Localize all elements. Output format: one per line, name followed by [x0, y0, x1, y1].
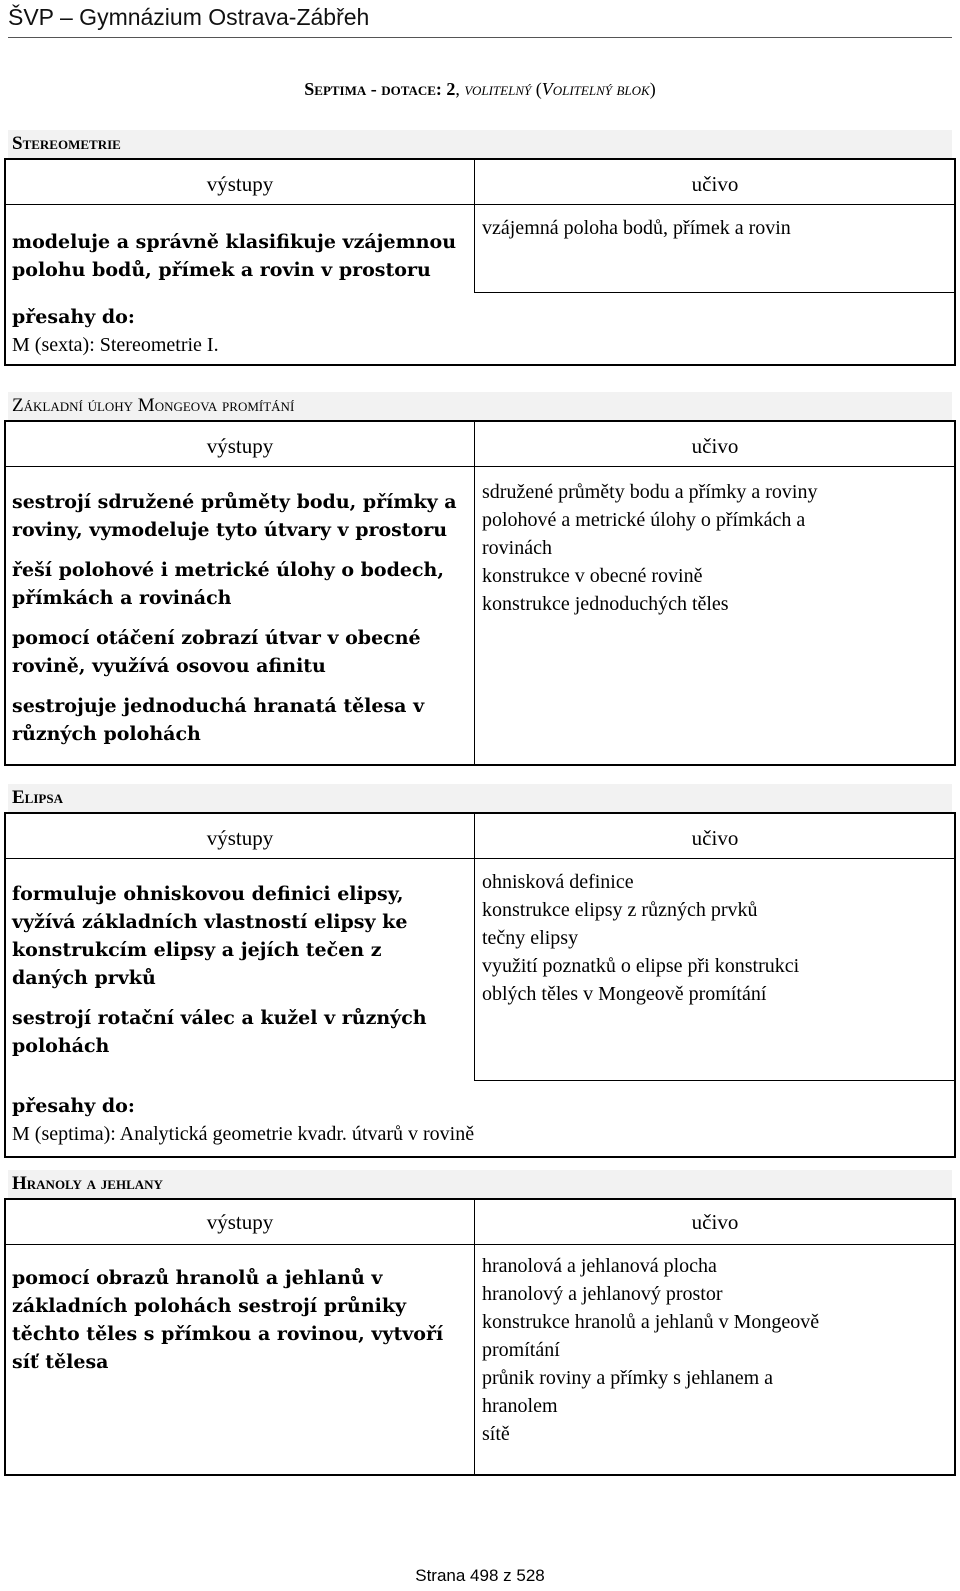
- content-item: konstrukce elipsy z různých prvků: [482, 899, 758, 921]
- col-header-content: učivo: [691, 826, 739, 850]
- content-list: [482, 868, 952, 1008]
- column-divider: [474, 814, 475, 1080]
- output-item: sestrojí sdružené průměty bodu, přímky a roviny, vymodeluje tyto útvary v prostoru: [12, 491, 457, 541]
- page-number: Strana 498 z 528: [415, 1566, 545, 1585]
- col-header-outputs: výstupy: [206, 434, 274, 458]
- overlap-block: [12, 1092, 474, 1148]
- outputs-list: [12, 488, 462, 760]
- overlap-value: M (septima): Analytická geometrie kvadr. útvarů v rovině: [12, 1123, 475, 1145]
- header-row-divider: [6, 204, 954, 205]
- output-item: formuluje ohniskovou definici elipsy, vyžívá základních vlastností elipsy ke konstrukcím elipsy a jejích tečen z daných prvků: [12, 883, 408, 989]
- content-item: konstrukce v obecné rovině: [482, 565, 703, 587]
- overlap-label: přesahy do:: [12, 1095, 135, 1117]
- output-item: sestrojí rotační válec a kužel v různých polohách: [12, 1007, 427, 1057]
- section-title-stereometrie: Stereometrie: [8, 130, 952, 158]
- content-item: hranolová a jehlanová plocha: [482, 1255, 717, 1277]
- section-title-hranoly: Hranoly a jehlany: [8, 1170, 952, 1198]
- content-item: sdružené průměty bodu a přímky a roviny: [482, 481, 818, 503]
- subtitle-paren-open: (: [531, 79, 542, 99]
- output-item: řeší polohové i metrické úlohy o bodech, přímkách a rovinách: [12, 559, 444, 609]
- content-item: promítání: [482, 1339, 560, 1361]
- col-header-outputs: výstupy: [206, 172, 274, 196]
- content-item: hranolový a jehlanový prostor: [482, 1283, 723, 1305]
- outputs-list: [12, 1264, 462, 1388]
- subtitle-hours: 2: [446, 79, 456, 99]
- section-title-monge: Základní úlohy Mongeova promítání: [8, 392, 952, 420]
- output-item: pomocí obrazů hranolů a jehlanů v základních polohách sestrojí průniky těchto těles s přímkou a rovinou, vytvoří síť tělesa: [12, 1267, 444, 1373]
- content-item: rovinách: [482, 537, 552, 559]
- output-item: modeluje a správně klasifikuje vzájemnou polohu bodů, přímek a rovin v prostoru: [12, 231, 457, 281]
- column-divider: [474, 1200, 475, 1474]
- overlap-value: M (sexta): Stereometrie I.: [12, 334, 219, 356]
- header-row-divider: [6, 858, 954, 859]
- overlap-block: [12, 303, 219, 359]
- column-divider: [474, 422, 475, 764]
- output-item: sestrojuje jednoduchá hranatá tělesa v různých polohách: [12, 695, 425, 745]
- content-item: průnik roviny a přímky s jehlanem a: [482, 1367, 774, 1389]
- table-monge: [4, 420, 956, 766]
- col-header-content: učivo: [691, 1210, 739, 1234]
- document-header-title: ŠVP – Gymnázium Ostrava-Zábřeh: [8, 4, 370, 30]
- header-row-divider: [6, 466, 954, 467]
- subtitle-paren-close: ): [649, 79, 656, 99]
- header-row-divider: [6, 1244, 954, 1245]
- content-item: sítě: [482, 1423, 510, 1445]
- content-item: tečny elipsy: [482, 927, 579, 949]
- col-header-content: učivo: [691, 434, 739, 458]
- col-header-outputs: výstupy: [206, 1210, 274, 1234]
- subtitle-type: volitelný: [464, 79, 532, 99]
- content-bottom-divider: [474, 292, 954, 293]
- table-elipsa: [4, 812, 956, 1158]
- content-bottom-divider: [474, 1080, 954, 1081]
- table-stereometrie: [4, 158, 956, 366]
- content-list: [482, 214, 952, 242]
- outputs-list: [12, 880, 462, 1072]
- content-item: oblých těles v Mongeově promítání: [482, 983, 767, 1005]
- content-item: konstrukce hranolů a jehlanů v Mongeově: [482, 1311, 820, 1333]
- content-list: [482, 1252, 952, 1448]
- subtitle-comma: ,: [455, 79, 465, 99]
- overlap-label: přesahy do:: [12, 306, 135, 328]
- content-item: hranolem: [482, 1395, 558, 1417]
- subtitle-prefix: Septima - dotace:: [304, 79, 447, 99]
- column-divider: [474, 160, 475, 292]
- section-title-elipsa: Elipsa: [8, 784, 952, 812]
- grade-subtitle: [0, 79, 960, 100]
- content-item: vzájemná poloha bodů, přímek a rovin: [482, 217, 791, 239]
- content-item: využití poznatků o elipse při konstrukci: [482, 955, 800, 977]
- content-item: konstrukce jednoduchých těles: [482, 593, 729, 615]
- header-divider: [8, 37, 952, 38]
- subtitle-block: Volitelný blok: [541, 79, 650, 99]
- content-list: [482, 478, 952, 618]
- table-hranoly: [4, 1198, 956, 1476]
- outputs-list: [12, 228, 462, 296]
- col-header-outputs: výstupy: [206, 826, 274, 850]
- output-item: pomocí otáčení zobrazí útvar v obecné rovině, využívá osovou afinitu: [12, 627, 421, 677]
- content-item: polohové a metrické úlohy o přímkách a: [482, 509, 806, 531]
- content-item: ohnisková definice: [482, 871, 634, 893]
- col-header-content: učivo: [691, 172, 739, 196]
